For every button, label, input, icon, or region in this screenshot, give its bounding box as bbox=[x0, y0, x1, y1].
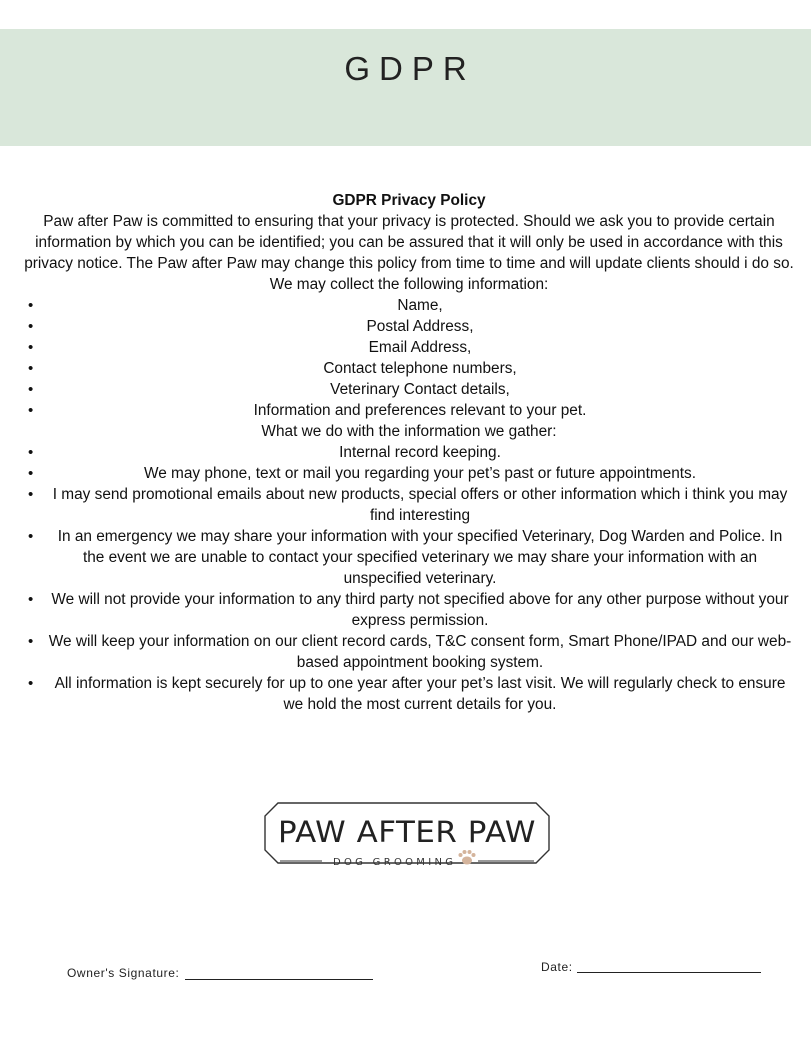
list-item: • Postal Address, bbox=[28, 318, 474, 335]
bullet-icon: • bbox=[28, 528, 34, 545]
bullet-icon: • bbox=[28, 486, 34, 503]
signature-label: Owner's Signature: bbox=[67, 966, 180, 980]
logo-name: PAW AFTER PAW bbox=[278, 815, 536, 849]
signature-line[interactable] bbox=[185, 979, 373, 980]
logo-tagline: DOG GROOMING bbox=[333, 857, 453, 866]
list-item: • We will not provide your information to any third party not specified above for any other purpose without your express permission. bbox=[28, 591, 789, 629]
page-title: GDPR bbox=[344, 50, 476, 87]
date-line[interactable] bbox=[577, 972, 761, 973]
bullet-icon: • bbox=[28, 318, 34, 335]
list-item: • Internal record keeping. bbox=[28, 444, 501, 461]
bullet-icon: • bbox=[28, 591, 34, 608]
use-list bbox=[24, 442, 794, 715]
list-item: • Information and preferences relevant to your pet. bbox=[28, 402, 587, 419]
policy-title: GDPR Privacy Policy bbox=[332, 192, 486, 209]
bullet-icon: • bbox=[28, 465, 34, 482]
list-item: • Contact telephone numbers, bbox=[28, 360, 517, 377]
policy-body bbox=[24, 190, 794, 715]
bullet-icon: • bbox=[28, 675, 34, 692]
bullet-icon: • bbox=[28, 444, 34, 461]
list-item: • I may send promotional emails about new products, special offers or other information which i think you may find interesting bbox=[28, 486, 788, 524]
list-item: • In an emergency we may share your information with your specified Veterinary, Dog Warden and Police. In the event we are unable to contact your specified veterinary we may share your information with an unspecified veterinary. bbox=[28, 528, 783, 587]
policy-intro: Paw after Paw is committed to ensuring that your privacy is protected. Should we ask you to provide certain information by which you can be identified; you can be assured that it will only be used in accordance with this privacy notice. The Paw after Paw may change this policy from time to time and will update clients should i do so. bbox=[24, 213, 794, 272]
list-item: • Veterinary Contact details, bbox=[28, 381, 510, 398]
list-item: • We may phone, text or mail you regarding your pet’s past or future appointments. bbox=[28, 465, 697, 482]
logo bbox=[264, 802, 550, 866]
bullet-icon: • bbox=[28, 297, 34, 314]
bullet-icon: • bbox=[28, 381, 34, 398]
bullet-icon: • bbox=[28, 633, 34, 650]
bullet-icon: • bbox=[28, 339, 34, 356]
list-item: • Name, bbox=[28, 297, 443, 314]
bullet-icon: • bbox=[28, 402, 34, 419]
list-item: • Email Address, bbox=[28, 339, 472, 356]
collect-heading: We may collect the following information: bbox=[269, 276, 549, 293]
use-heading: What we do with the information we gather: bbox=[261, 423, 557, 440]
list-item: • All information is kept securely for up to one year after your pet’s last visit. We will regularly check to ensure we hold the most current details for you. bbox=[28, 675, 786, 713]
list-item: • We will keep your information on our client record cards, T&C consent form, Smart Phone/IPAD and our web-based appointment booking system. bbox=[28, 633, 792, 671]
collect-list bbox=[24, 295, 794, 421]
date-label: Date: bbox=[541, 960, 573, 974]
bullet-icon: • bbox=[28, 360, 34, 377]
